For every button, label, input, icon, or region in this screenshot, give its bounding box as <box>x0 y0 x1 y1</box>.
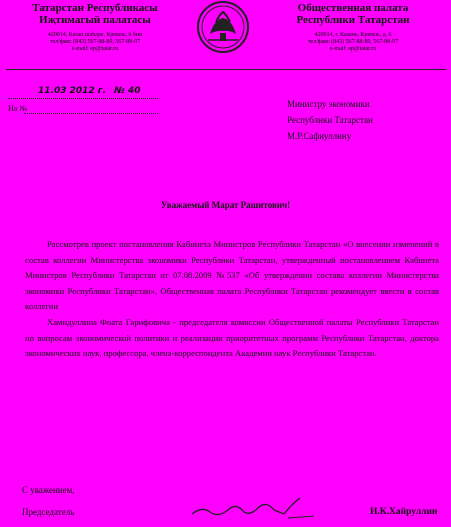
header-left <box>6 2 184 52</box>
signatory-name: И.К.Хайруллин <box>370 507 438 517</box>
org-name-tatar-line1: Татарстан Республикасы <box>32 2 158 14</box>
header-divider <box>6 69 446 70</box>
body-paragraph-1: Рассмотрев проект постановления Кабинета Министров Республики Татарстан «О внесении изменений в состав коллегии Министерства экономики Республики Татарстан, утвержденный постановлением Кабинета Министров Республики Татарстан от 07.08.2009 №537 «Об утверждении состава коллегии Министерства экономики Республики Татарстан», Общественная палата Республики Татарстан рекомендует ввести в состав коллегии <box>25 239 439 312</box>
body-paragraph-2: Хамидуллина Фоата Гарифовича - председателя комиссии Общественной палаты Республики Татарстан по вопросам экономической политики и реализации приоритетных программ Республики Татарстан, доктора экономических наук, профессора, члена-корреспондента Академии наук Республики Татарстан. <box>25 316 439 359</box>
emblem-logo <box>196 0 250 54</box>
email-tatar: e-mail: op@tatar.ru <box>71 45 119 52</box>
org-name-rus-line1: Общественная палата <box>297 2 409 14</box>
salutation: Уважаемый Марат Рашитович! <box>160 200 291 210</box>
email-rus: e-mail: op@tatar.ru <box>329 45 377 52</box>
address-tatar-line2: тел/факс (843) 567-88-89, 567-88-97 <box>49 38 141 45</box>
reference-line <box>8 104 168 116</box>
addressee-line2: Республики Татарстан <box>287 115 373 125</box>
handwritten-number: № 40 <box>114 86 141 96</box>
address-rus-line2: тел/факс (843) 567-88-89, 567-88-97 <box>307 38 399 45</box>
signature-image <box>188 494 318 522</box>
address-rus-line1: 420014, г. Казань, Кремль, д. 6 <box>314 31 392 38</box>
address-tatar-line1: 420014, Казан шәһәре, Кремль, 6 бин <box>47 31 143 38</box>
handwritten-date: 11.03 2012 г. <box>38 86 106 96</box>
closing-position: Председатель <box>22 507 75 517</box>
org-name-tatar-line2: Иҗтимагый палатасы <box>39 14 151 26</box>
letter-body <box>25 237 439 362</box>
closing-regards: С уважением, <box>22 485 75 495</box>
addressee-block <box>287 96 373 144</box>
addressee-line1: Министру экономики <box>287 99 370 109</box>
addressee-line3: М.Р.Сафиуллину <box>287 131 352 141</box>
reference-label: На № <box>8 104 27 113</box>
org-name-rus-line2: Республики Татарстан <box>296 14 410 26</box>
date-line <box>8 88 168 102</box>
header-right <box>262 2 444 52</box>
